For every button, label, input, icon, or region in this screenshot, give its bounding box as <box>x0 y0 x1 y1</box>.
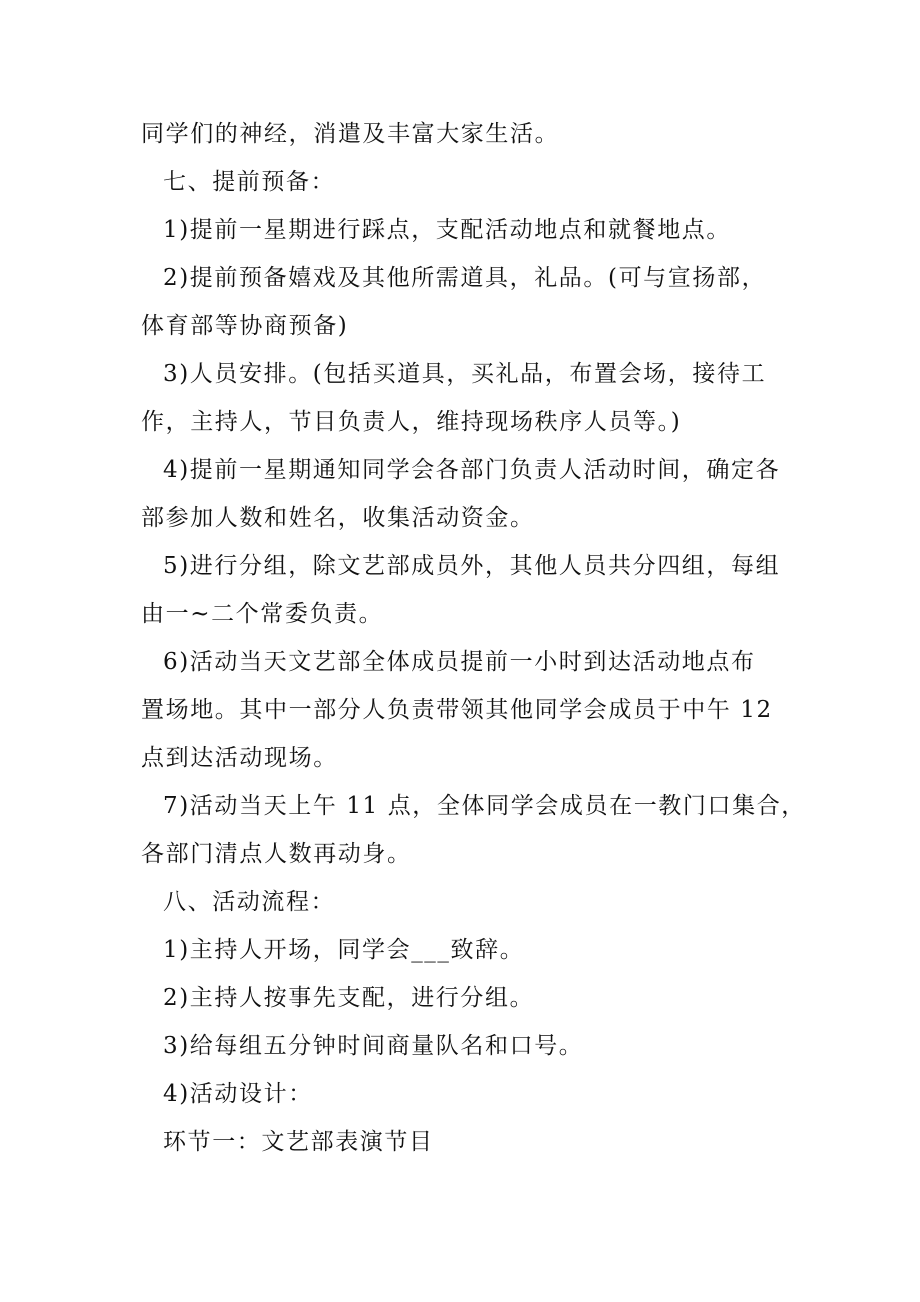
list-item: 2)提前预备嬉戏及其他所需道具，礼品。(可与宣扬部， <box>163 265 767 291</box>
text-line: 置场地。其中一部分人负责带领其他同学会成员于中午 12 <box>141 697 773 723</box>
list-item: 7)活动当天上午 11 点，全体同学会成员在一教门口集合， <box>163 793 806 819</box>
text-line: 部参加人数和姓名，收集活动资金。 <box>141 505 535 531</box>
text-line: 同学们的神经，消遣及丰富大家生活。 <box>141 121 560 147</box>
list-item: 1)主持人开场，同学会___致辞。 <box>163 937 525 963</box>
subsection-heading: 环节一：文艺部表演节目 <box>163 1129 434 1155</box>
text-line: 各部门清点人数再动身。 <box>141 841 412 867</box>
list-item: 4)提前一星期通知同学会各部门负责人活动时间，确定各 <box>163 457 781 483</box>
document-body <box>141 110 806 1166</box>
list-item: 4)活动设计： <box>163 1081 313 1107</box>
list-item: 5)进行分组，除文艺部成员外，其他人员共分四组，每组 <box>163 553 781 579</box>
text-line: 作，主持人，节目负责人，维持现场秩序人员等。) <box>141 409 682 435</box>
section-heading: 七、提前预备： <box>163 169 336 195</box>
text-line: 体育部等协商预备) <box>141 313 349 339</box>
list-item: 6)活动当天文艺部全体成员提前一小时到达活动地点布 <box>163 649 756 675</box>
section-heading: 八、活动流程： <box>163 889 336 915</box>
text-line: 点到达活动现场。 <box>141 745 338 771</box>
list-item: 3)人员安排。(包括买道具，买礼品，布置会场，接待工 <box>163 361 767 387</box>
list-item: 2)主持人按事先支配，进行分组。 <box>163 985 535 1011</box>
list-item: 1)提前一星期进行踩点，支配活动地点和就餐地点。 <box>163 217 732 243</box>
text-line: 由一~二个常委负责。 <box>141 601 384 627</box>
list-item: 3)给每组五分钟时间商量队名和口号。 <box>163 1033 584 1059</box>
